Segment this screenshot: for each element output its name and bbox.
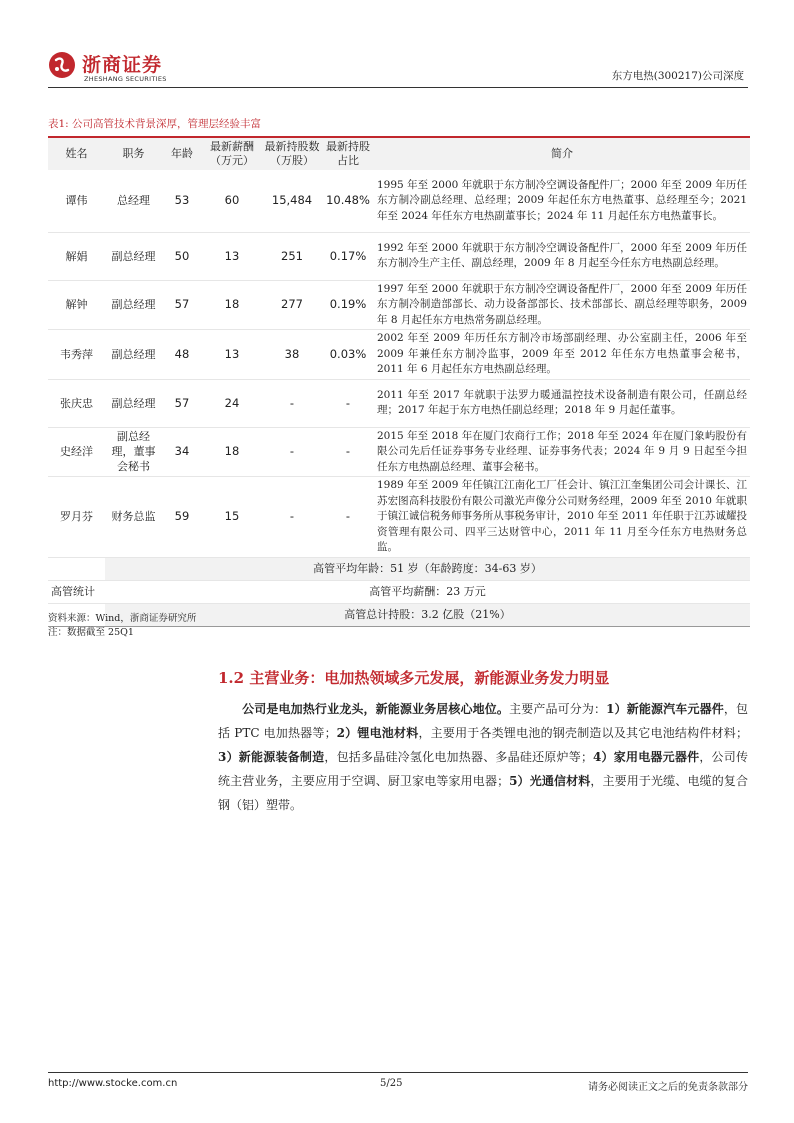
product-5-title: 5）光通信材料: [509, 774, 591, 788]
cell-salary: 18: [202, 280, 262, 330]
product-4-title: 4）家用电器元器件: [592, 750, 700, 764]
stats-row: [48, 580, 750, 603]
page-header: [48, 50, 748, 90]
stats-row: [48, 557, 750, 580]
footer-divider: [48, 1072, 748, 1073]
cell-title: 副总经理: [105, 232, 162, 280]
cell-share-pct: 0.03%: [322, 330, 374, 380]
cell-bio: 2015 年至 2018 年在厦门农商行工作；2018 年至 2024 年在厦门象屿股份有限公司先后任证券事务专业经理、证券事务代表；2024 年 9 月 9 日起至今担任东方电热副总经理、董事会秘书。: [374, 427, 750, 477]
cell-salary: 15: [202, 477, 262, 558]
cell-title: 副总经理: [105, 330, 162, 380]
header-share-pct: 最新持股占比: [322, 137, 374, 170]
cell-bio: 1989 年至 2009 年任镇江江南化工厂任会计、镇江江奎集团公司会计课长、江苏宏图高科技股份有限公司激光声像分公司财务经理，2009 年至 2010 年就职于镇江诚信税务师事务所从事税务审计，2010 年至 2011 年任职于江苏诚耀投资管理有限公司、四平三达财管中心，2011 年 11 月至今任东方电热财务总监。: [374, 477, 750, 558]
cell-age: 57: [162, 280, 202, 330]
product-2-title: 2）锂电池材料: [336, 726, 419, 740]
cell-salary: 60: [202, 170, 262, 232]
product-1-text: ，包括 PTC 电加热器等；: [218, 702, 748, 740]
table-row: [48, 232, 750, 280]
stats-label: 高管统计: [48, 580, 105, 603]
product-2-text: ，主要用于各类锂电池的钢壳制造以及其它电池结构件材料；: [418, 726, 748, 740]
footer-disclaimer: 请务必阅读正文之后的免责条款部分: [588, 1082, 748, 1093]
cell-title: 副总经理，董事会秘书: [105, 427, 162, 477]
table-row: [48, 170, 750, 232]
table-row: [48, 330, 750, 380]
executive-table: [48, 136, 750, 627]
cell-shares: -: [262, 477, 322, 558]
logo-en: ZHESHANG SECURITIES: [84, 75, 167, 83]
cell-age: 53: [162, 170, 202, 232]
cell-title: 财务总监: [105, 477, 162, 558]
logo-cn: 浙商证券: [82, 54, 163, 76]
cell-name: 罗月芬: [48, 477, 105, 558]
product-3-text: ，包括多晶硅冷氢化电加热器、多晶硅还原炉等；: [324, 750, 593, 764]
header-name: 姓名: [48, 137, 105, 170]
cell-age: 57: [162, 379, 202, 427]
cell-share-pct: -: [322, 379, 374, 427]
stat-avg-age: 高管平均年龄：51 岁（年龄跨度：34-63 岁）: [105, 557, 750, 580]
cell-shares: -: [262, 427, 322, 477]
section-paragraph: [218, 697, 748, 817]
cell-name: 史经洋: [48, 427, 105, 477]
cell-bio: 2011 年至 2017 年就职于法罗力暖通温控技术设备制造有限公司，任副总经理；2017 年起于东方电热任副总经理；2018 年 9 月起任董事。: [374, 379, 750, 427]
cell-share-pct: -: [322, 477, 374, 558]
section-title: 1.2 主营业务：电加热领域多元发展，新能源业务发力明显: [218, 669, 610, 687]
report-name: 东方电热(300217)公司深度: [611, 70, 744, 82]
table-row: [48, 427, 750, 477]
header-bio: 简介: [374, 137, 750, 170]
product-3-title: 3）新能源装备制造: [218, 750, 325, 764]
page-number: 5/25: [380, 1078, 403, 1089]
header-divider: [48, 87, 748, 88]
cell-salary: 13: [202, 330, 262, 380]
source-line: 资料来源：Wind，浙商证券研究所: [48, 613, 197, 624]
intro-text: 主要产品可分为：: [509, 702, 607, 716]
cell-share-pct: -: [322, 427, 374, 477]
cell-bio: 2002 年至 2009 年历任东方制冷市场部副经理、办公室副主任，2006 年至 2009 年兼任东方制冷监事，2009 年至 2012 年任东方电热董事会秘书，2011 年 6 月起任东方电热副总经理。: [374, 330, 750, 380]
stat-total-shares: 高管总计持股：3.2 亿股（21%）: [105, 603, 750, 626]
data-note: 注：数据截至 25Q1: [48, 627, 134, 638]
cell-title: 副总经理: [105, 280, 162, 330]
cell-bio: 1997 年至 2000 年就职于东方制冷空调设备配件厂，2000 年至 2009 年历任东方制冷制造部部长、动力设备部部长、技术部部长、副总经理等职务，2009 年 8 月起任东方电热常务副总经理。: [374, 280, 750, 330]
header-age: 年龄: [162, 137, 202, 170]
cell-title: 副总经理: [105, 379, 162, 427]
product-1-title: 1）新能源汽车元器件: [606, 702, 724, 716]
header-title: 职务: [105, 137, 162, 170]
cell-name: 解钟: [48, 280, 105, 330]
cell-shares: -: [262, 379, 322, 427]
source-note: [48, 612, 196, 640]
cell-salary: 24: [202, 379, 262, 427]
cell-name: 张庆忠: [48, 379, 105, 427]
cell-age: 48: [162, 330, 202, 380]
cell-bio: 1995 年至 2000 年就职于东方制冷空调设备配件厂；2000 年至 2009 年历任东方制冷副总经理、总经理；2009 年起任东方电热董事、总经理至今；2021 年至 2024 年任东方电热副董事长；2024 年 11 月起任东方电热董事长。: [374, 170, 750, 232]
cell-share-pct: 10.48%: [322, 170, 374, 232]
header-shares: 最新持股数（万股）: [262, 137, 322, 170]
cell-salary: 13: [202, 232, 262, 280]
footer-url[interactable]: http://www.stocke.com.cn: [48, 1078, 178, 1089]
table-header-row: [48, 137, 750, 170]
logo-mark-icon: [48, 51, 76, 79]
stat-avg-salary: 高管平均薪酬：23 万元: [105, 580, 750, 603]
cell-shares: 15,484: [262, 170, 322, 232]
cell-name: 解娟: [48, 232, 105, 280]
product-5-text: ，主要用于光缆、电缆的复合钢（铝）塑带。: [218, 774, 748, 812]
cell-shares: 38: [262, 330, 322, 380]
cell-share-pct: 0.17%: [322, 232, 374, 280]
table-row: [48, 280, 750, 330]
cell-age: 59: [162, 477, 202, 558]
header-salary: 最新薪酬（万元）: [202, 137, 262, 170]
cell-title: 总经理: [105, 170, 162, 232]
cell-salary: 18: [202, 427, 262, 477]
cell-name: 韦秀萍: [48, 330, 105, 380]
cell-shares: 251: [262, 232, 322, 280]
cell-share-pct: 0.19%: [322, 280, 374, 330]
product-4-text: ，公司传统主营业务，主要应用于空调、厨卫家电等家用电器；: [218, 750, 748, 788]
cell-shares: 277: [262, 280, 322, 330]
table-row: [48, 379, 750, 427]
table-caption: 表1: 公司高管技术背景深厚，管理层经验丰富: [48, 118, 262, 130]
company-logo: [48, 50, 188, 86]
table-row: [48, 477, 750, 558]
cell-bio: 1992 年至 2000 年就职于东方制冷空调设备配件厂，2000 年至 2009 年历任东方制冷生产主任、副总经理，2009 年 8 月起至今任东方电热副总经理。: [374, 232, 750, 280]
lead-sentence: 公司是电加热行业龙头，新能源业务居核心地位。: [242, 702, 510, 716]
cell-age: 34: [162, 427, 202, 477]
cell-age: 50: [162, 232, 202, 280]
cell-name: 谭伟: [48, 170, 105, 232]
